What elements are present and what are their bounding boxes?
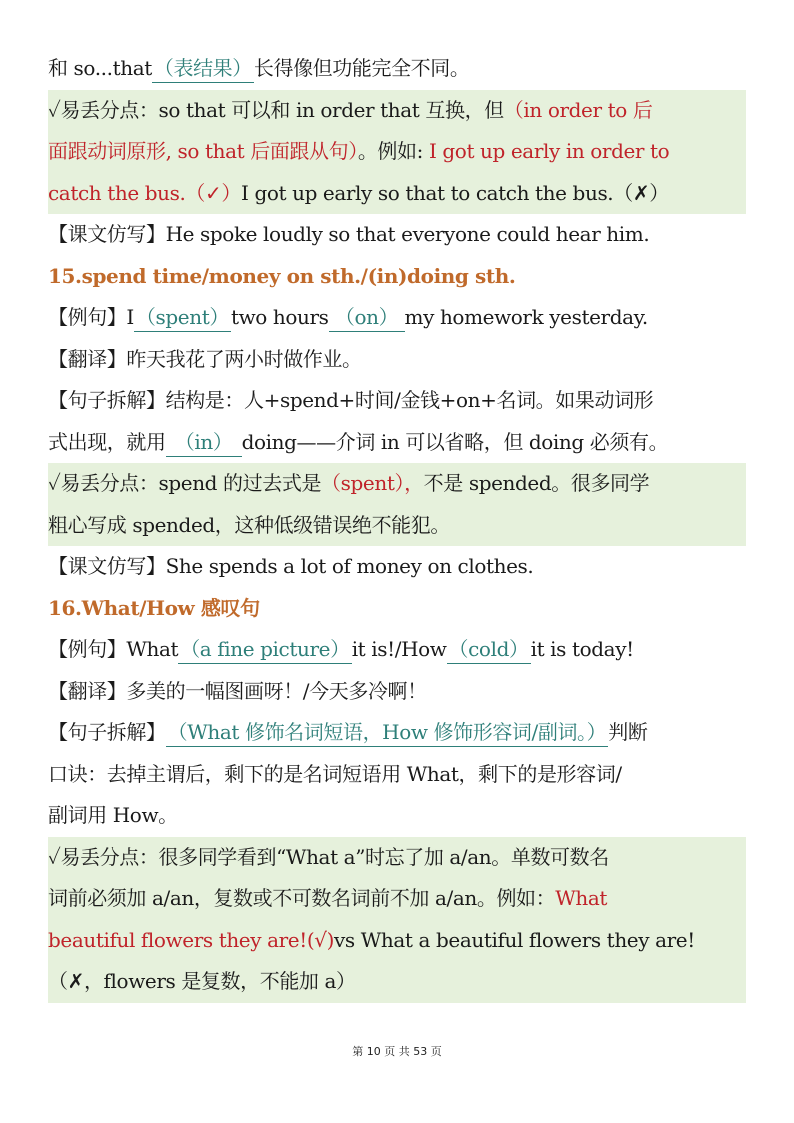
highlight-text: ) <box>326 927 335 952</box>
text-line <box>48 380 746 422</box>
cross-icon: ✗ <box>632 180 650 205</box>
text-segment: 判断 <box>608 720 648 744</box>
tip-box <box>48 463 746 546</box>
tip-box <box>48 837 746 1003</box>
page-footer <box>0 1043 794 1059</box>
text-segment: 不是 spended。很多同学 <box>423 471 650 495</box>
text-line <box>48 754 746 796</box>
text-segment: 和 so...that <box>48 56 152 80</box>
answer-blank: （What 修饰名词短语，How 修饰形容词/副词。） <box>166 718 609 747</box>
answer-blank: （表结果） <box>152 54 254 83</box>
tip-box <box>48 90 746 215</box>
answer-blank: （spent） <box>134 303 231 332</box>
text-line <box>48 671 746 713</box>
text-segment: 长得像但功能完全不同。 <box>253 56 470 80</box>
page-number: 第 10 页 共 53 页 <box>352 1045 442 1058</box>
text-segment: my homework yesterday. <box>404 305 648 329</box>
highlight-text: ） <box>221 180 241 205</box>
answer-blank: （a fine picture） <box>178 635 351 664</box>
text-segment: 【翻译】昨天我花了两小时做作业。 <box>48 346 362 371</box>
answer-blank: （cold） <box>447 635 531 664</box>
highlight-text: （spent）， <box>321 471 424 495</box>
tip-text: ✓易丢分点：spend 的过去式是 <box>48 471 322 495</box>
text-line <box>48 90 746 132</box>
text-segment: 词前必须加 a/an，复数或不可数名词前不加 a/an。例如： <box>48 886 556 910</box>
text-line <box>48 214 746 256</box>
text-line <box>48 131 746 173</box>
text-line <box>48 505 746 547</box>
text-line <box>48 422 746 464</box>
text-segment: doing——介词 in 可以省略，但 doing 必须有。 <box>241 429 669 454</box>
heading-text: 15.spend time/money on sth./(in)doing sth. <box>48 263 516 288</box>
highlight-text: beautiful flowers they are!( <box>48 927 315 952</box>
check-icon: √ <box>314 927 327 952</box>
text-segment: it is!/How <box>351 637 447 661</box>
text-segment: 【例句】I <box>48 305 134 329</box>
text-line <box>48 961 746 1003</box>
text-line <box>48 463 746 505</box>
text-line <box>48 795 746 837</box>
text-segment: 。例如: <box>357 139 429 163</box>
text-segment: 【例句】What <box>48 637 179 661</box>
text-line <box>48 173 746 215</box>
text-segment: 副词用 How。 <box>48 803 178 827</box>
document-page <box>48 48 746 1003</box>
heading-text: 16.What/How 感叹句 <box>48 595 260 620</box>
answer-blank: （in） <box>166 428 242 457</box>
text-segment: （✗，flowers 是复数，不能加 a） <box>48 969 356 993</box>
text-segment: I got up early so that to catch the bus.（ <box>241 180 633 205</box>
text-line <box>48 297 746 339</box>
text-line <box>48 878 746 920</box>
highlight-text: 面跟动词原形, so that 后面跟从句） <box>48 139 358 163</box>
text-line <box>48 48 746 90</box>
text-segment: 口诀：去掉主谓后，剩下的是名词短语用 What，剩下的是形容词/ <box>48 761 622 786</box>
text-line <box>48 837 746 879</box>
text-segment: it is today! <box>530 637 634 661</box>
section-heading-16 <box>48 588 746 630</box>
highlight-text: What <box>555 886 608 910</box>
text-line <box>48 339 746 381</box>
text-segment: vs What a beautiful flowers they are! <box>334 927 695 952</box>
text-segment: ） <box>649 180 669 205</box>
highlight-text: catch the bus.（ <box>48 180 206 205</box>
highlight-text: I got up early in order to <box>428 139 670 163</box>
answer-blank: （on） <box>329 303 405 332</box>
text-line <box>48 920 746 962</box>
text-segment: 【课文仿写】She spends a lot of money on clothes. <box>48 554 534 578</box>
text-segment: 【翻译】多美的一幅图画呀！/今天多冷啊！ <box>48 678 427 703</box>
check-icon: ✓ <box>205 180 222 205</box>
tip-text: ✓易丢分点：so that 可以和 in order that 互换，但 <box>48 97 504 122</box>
section-heading-15 <box>48 256 746 298</box>
text-line <box>48 546 746 588</box>
text-segment: 式出现，就用 <box>48 429 166 454</box>
text-segment: 粗心写成 spended，这种低级错误绝不能犯。 <box>48 512 450 537</box>
text-line <box>48 629 746 671</box>
text-segment: two hours <box>230 305 329 329</box>
text-segment: 【课文仿写】He spoke loudly so that everyone could hear him. <box>48 222 650 246</box>
text-segment: 【句子拆解】结构是：人+spend+时间/金钱+on+名词。如果动词形 <box>48 388 654 412</box>
tip-text: ✓易丢分点：很多同学看到“What a”时忘了加 a/an。单数可数名 <box>48 844 609 869</box>
text-line <box>48 712 746 754</box>
text-segment: 【句子拆解】 <box>48 720 166 744</box>
highlight-text: （in order to 后 <box>503 97 653 122</box>
